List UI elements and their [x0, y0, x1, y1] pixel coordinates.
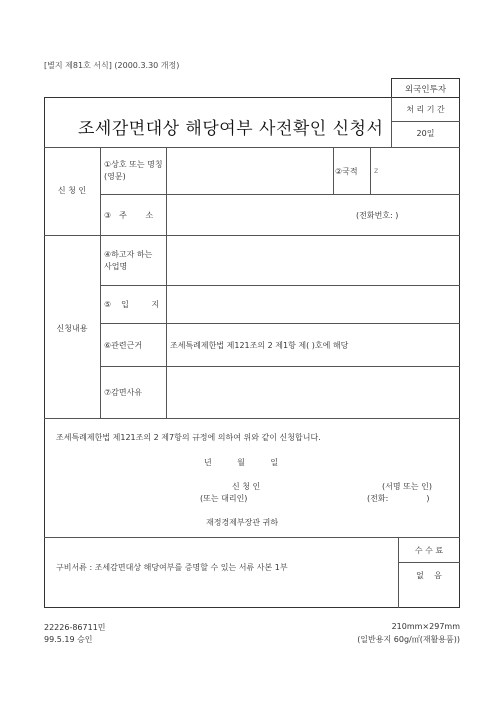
location-label: ⑤입 지 [104, 300, 170, 309]
applicant-section-label: 신 청 인 [57, 186, 87, 195]
nationality-divider-left [333, 147, 334, 194]
nationality-value[interactable]: z [374, 166, 379, 175]
fee-value: 없 음 [416, 571, 442, 580]
foreign-investment-label: 외국인투자 [404, 85, 447, 95]
basis-text: 조세특례제한법 제121조의 2 제1항 제( )호에 해당 [170, 341, 349, 350]
row-line-content [44, 418, 460, 419]
processing-period-value: 20일 [416, 129, 435, 138]
statement-phone: (전화: ) [367, 494, 430, 503]
processing-period-label: 처 리 기 간 [406, 105, 445, 114]
row-line-5 [100, 323, 460, 324]
location-field[interactable] [167, 286, 459, 322]
statement-text: 조세특례제한법 제121조의 2 제7항의 규정에 의하여 위와 같이 신청합니다. [56, 433, 321, 442]
basis-label: ⑥관련근거 [104, 341, 143, 350]
page-title: 조세감면대상 해당여부 사전확인 신청서 [78, 119, 384, 139]
period-divider [391, 121, 460, 122]
address-phone: (전화번호: ) [356, 211, 399, 220]
footer-paper-type: (일반용지 60g/㎡(재활용품)) [357, 635, 460, 644]
required-documents: 구비서류 : 조세감면대상 해당여부를 증명할 수 있는 서류 사본 1부 [56, 563, 288, 572]
fee-label: 수 수 료 [414, 546, 444, 555]
fee-divider [398, 562, 460, 563]
application-section-label: 신청내용 [56, 324, 88, 333]
section-label-divider [100, 147, 101, 418]
applicant-sign-label: 신 청 인 [232, 482, 261, 491]
footer-paper-size: 210mm×297mm [391, 622, 460, 631]
form-number: [별지 제81호 서식] (2000.3.30 개정) [44, 61, 180, 70]
date-line: 년 월 일 [204, 458, 279, 467]
address-label: ③주 소 [104, 211, 162, 220]
reason-label: ⑦감면사유 [104, 388, 143, 397]
footer-code: 22226-86711민 [44, 623, 106, 632]
business-label: ④하고자 하는 사업명 [104, 250, 153, 271]
name-label: ①상호 또는 명칭 (영문) [104, 160, 163, 181]
footer-approval: 99.5.19 승인 [44, 635, 93, 644]
sign-or-seal: (서명 또는 인) [382, 482, 432, 491]
recipient: 재정경제부장관 귀하 [206, 518, 279, 527]
reason-field[interactable] [167, 367, 459, 417]
nationality-divider-right [370, 147, 371, 194]
foreign-investment-box [391, 78, 460, 98]
business-field[interactable] [167, 236, 459, 284]
address-field[interactable] [167, 195, 357, 234]
nationality-label: ②국적 [335, 167, 358, 176]
agent-label: (또는 대리인) [200, 494, 248, 503]
name-field[interactable] [167, 148, 332, 193]
